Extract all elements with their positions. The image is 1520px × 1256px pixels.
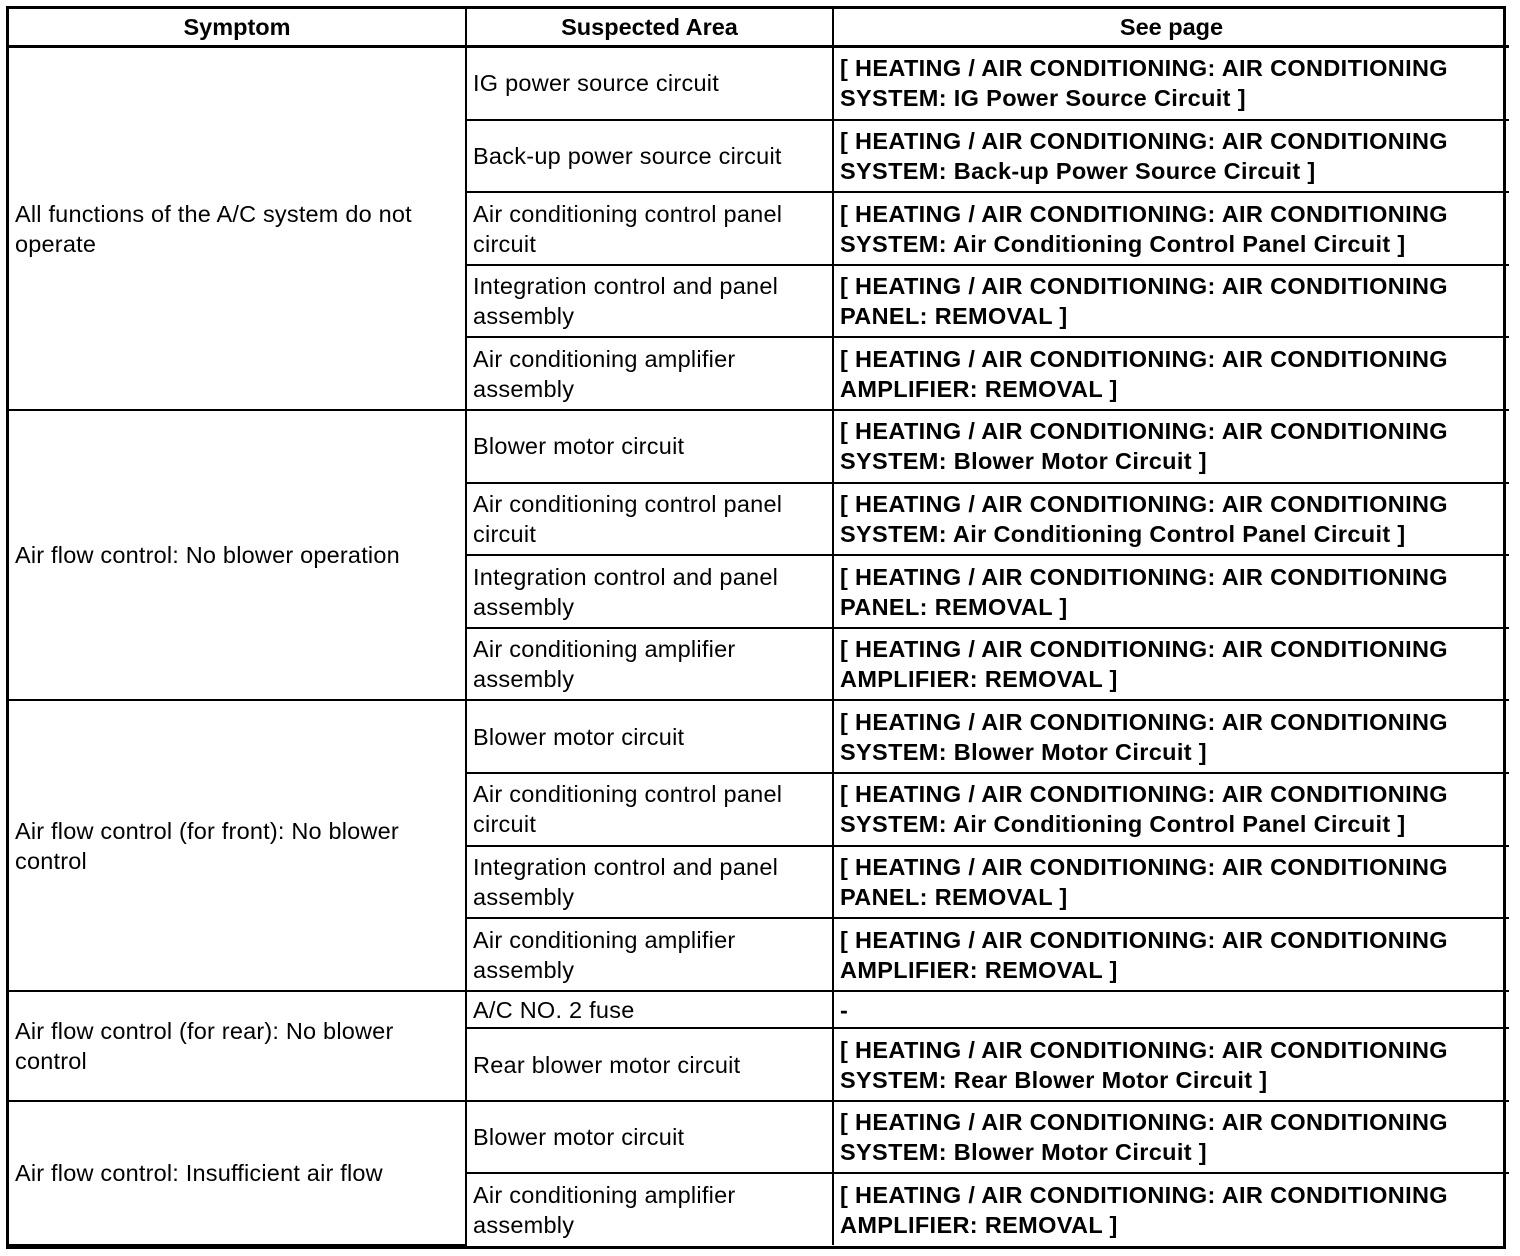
- suspected-area-cell: Air conditioning amplifier assembly: [466, 918, 833, 991]
- suspected-area-cell: Rear blower motor circuit: [466, 1028, 833, 1101]
- suspected-area-cell: IG power source circuit: [466, 47, 833, 120]
- see-page-link[interactable]: [ HEATING / AIR CONDITIONING: AIR CONDITIONING SYSTEM: Blower Motor Circuit ]: [833, 410, 1509, 483]
- see-page-link[interactable]: [ HEATING / AIR CONDITIONING: AIR CONDITIONING SYSTEM: Rear Blower Motor Circuit ]: [833, 1028, 1509, 1101]
- problem-symptoms-table: [9, 9, 1509, 1246]
- symptom-cell: Air flow control: Insufficient air flow: [9, 1101, 466, 1245]
- table-row: [9, 700, 1509, 773]
- suspected-area-cell: A/C NO. 2 fuse: [466, 991, 833, 1028]
- see-page-link[interactable]: [ HEATING / AIR CONDITIONING: AIR CONDITIONING AMPLIFIER: REMOVAL ]: [833, 628, 1509, 701]
- symptom-cell: All functions of the A/C system do not operate: [9, 47, 466, 411]
- table-row: [9, 410, 1509, 483]
- suspected-area-cell: Air conditioning amplifier assembly: [466, 337, 833, 410]
- see-page-link: -: [833, 991, 1509, 1028]
- suspected-area-cell: Air conditioning control panel circuit: [466, 483, 833, 556]
- suspected-area-cell: Integration control and panel assembly: [466, 846, 833, 919]
- see-page-link[interactable]: [ HEATING / AIR CONDITIONING: AIR CONDITIONING PANEL: REMOVAL ]: [833, 265, 1509, 338]
- suspected-area-cell: Integration control and panel assembly: [466, 265, 833, 338]
- see-page-link[interactable]: [ HEATING / AIR CONDITIONING: AIR CONDITIONING SYSTEM: Blower Motor Circuit ]: [833, 1101, 1509, 1174]
- column-header-suspected-area: Suspected Area: [466, 9, 833, 47]
- see-page-link[interactable]: [ HEATING / AIR CONDITIONING: AIR CONDITIONING SYSTEM: Air Conditioning Control Panel Circuit ]: [833, 192, 1509, 265]
- symptom-cell: Air flow control: No blower operation: [9, 410, 466, 700]
- see-page-link[interactable]: [ HEATING / AIR CONDITIONING: AIR CONDITIONING SYSTEM: Air Conditioning Control Panel Circuit ]: [833, 773, 1509, 846]
- suspected-area-cell: Air conditioning amplifier assembly: [466, 628, 833, 701]
- see-page-link[interactable]: [ HEATING / AIR CONDITIONING: AIR CONDITIONING SYSTEM: Blower Motor Circuit ]: [833, 700, 1509, 773]
- see-page-link[interactable]: [ HEATING / AIR CONDITIONING: AIR CONDITIONING AMPLIFIER: REMOVAL ]: [833, 918, 1509, 991]
- suspected-area-cell: Air conditioning control panel circuit: [466, 192, 833, 265]
- symptom-cell: Air flow control (for rear): No blower control: [9, 991, 466, 1101]
- see-page-link[interactable]: [ HEATING / AIR CONDITIONING: AIR CONDITIONING SYSTEM: Back-up Power Source Circuit ]: [833, 120, 1509, 193]
- see-page-link[interactable]: [ HEATING / AIR CONDITIONING: AIR CONDITIONING AMPLIFIER: REMOVAL ]: [833, 1173, 1509, 1245]
- suspected-area-cell: Blower motor circuit: [466, 700, 833, 773]
- table-row: [9, 991, 1509, 1028]
- see-page-link[interactable]: [ HEATING / AIR CONDITIONING: AIR CONDITIONING SYSTEM: Air Conditioning Control Panel Circuit ]: [833, 483, 1509, 556]
- table-row: [9, 47, 1509, 120]
- suspected-area-cell: Blower motor circuit: [466, 1101, 833, 1174]
- suspected-area-cell: Air conditioning amplifier assembly: [466, 1173, 833, 1245]
- see-page-link[interactable]: [ HEATING / AIR CONDITIONING: AIR CONDITIONING PANEL: REMOVAL ]: [833, 555, 1509, 628]
- column-header-symptom: Symptom: [9, 9, 466, 47]
- suspected-area-cell: Back-up power source circuit: [466, 120, 833, 193]
- header-row: [9, 9, 1509, 47]
- suspected-area-cell: Integration control and panel assembly: [466, 555, 833, 628]
- suspected-area-cell: Air conditioning control panel circuit: [466, 773, 833, 846]
- troubleshooting-table-frame: [6, 6, 1506, 1249]
- symptom-cell: Air flow control (for front): No blower control: [9, 700, 466, 990]
- table-row: [9, 1101, 1509, 1174]
- see-page-link[interactable]: [ HEATING / AIR CONDITIONING: AIR CONDITIONING PANEL: REMOVAL ]: [833, 846, 1509, 919]
- table-header: [9, 9, 1509, 47]
- see-page-link[interactable]: [ HEATING / AIR CONDITIONING: AIR CONDITIONING SYSTEM: IG Power Source Circuit ]: [833, 47, 1509, 120]
- table-body: [9, 47, 1509, 1246]
- suspected-area-cell: Blower motor circuit: [466, 410, 833, 483]
- column-header-see-page: See page: [833, 9, 1509, 47]
- see-page-link[interactable]: [ HEATING / AIR CONDITIONING: AIR CONDITIONING AMPLIFIER: REMOVAL ]: [833, 337, 1509, 410]
